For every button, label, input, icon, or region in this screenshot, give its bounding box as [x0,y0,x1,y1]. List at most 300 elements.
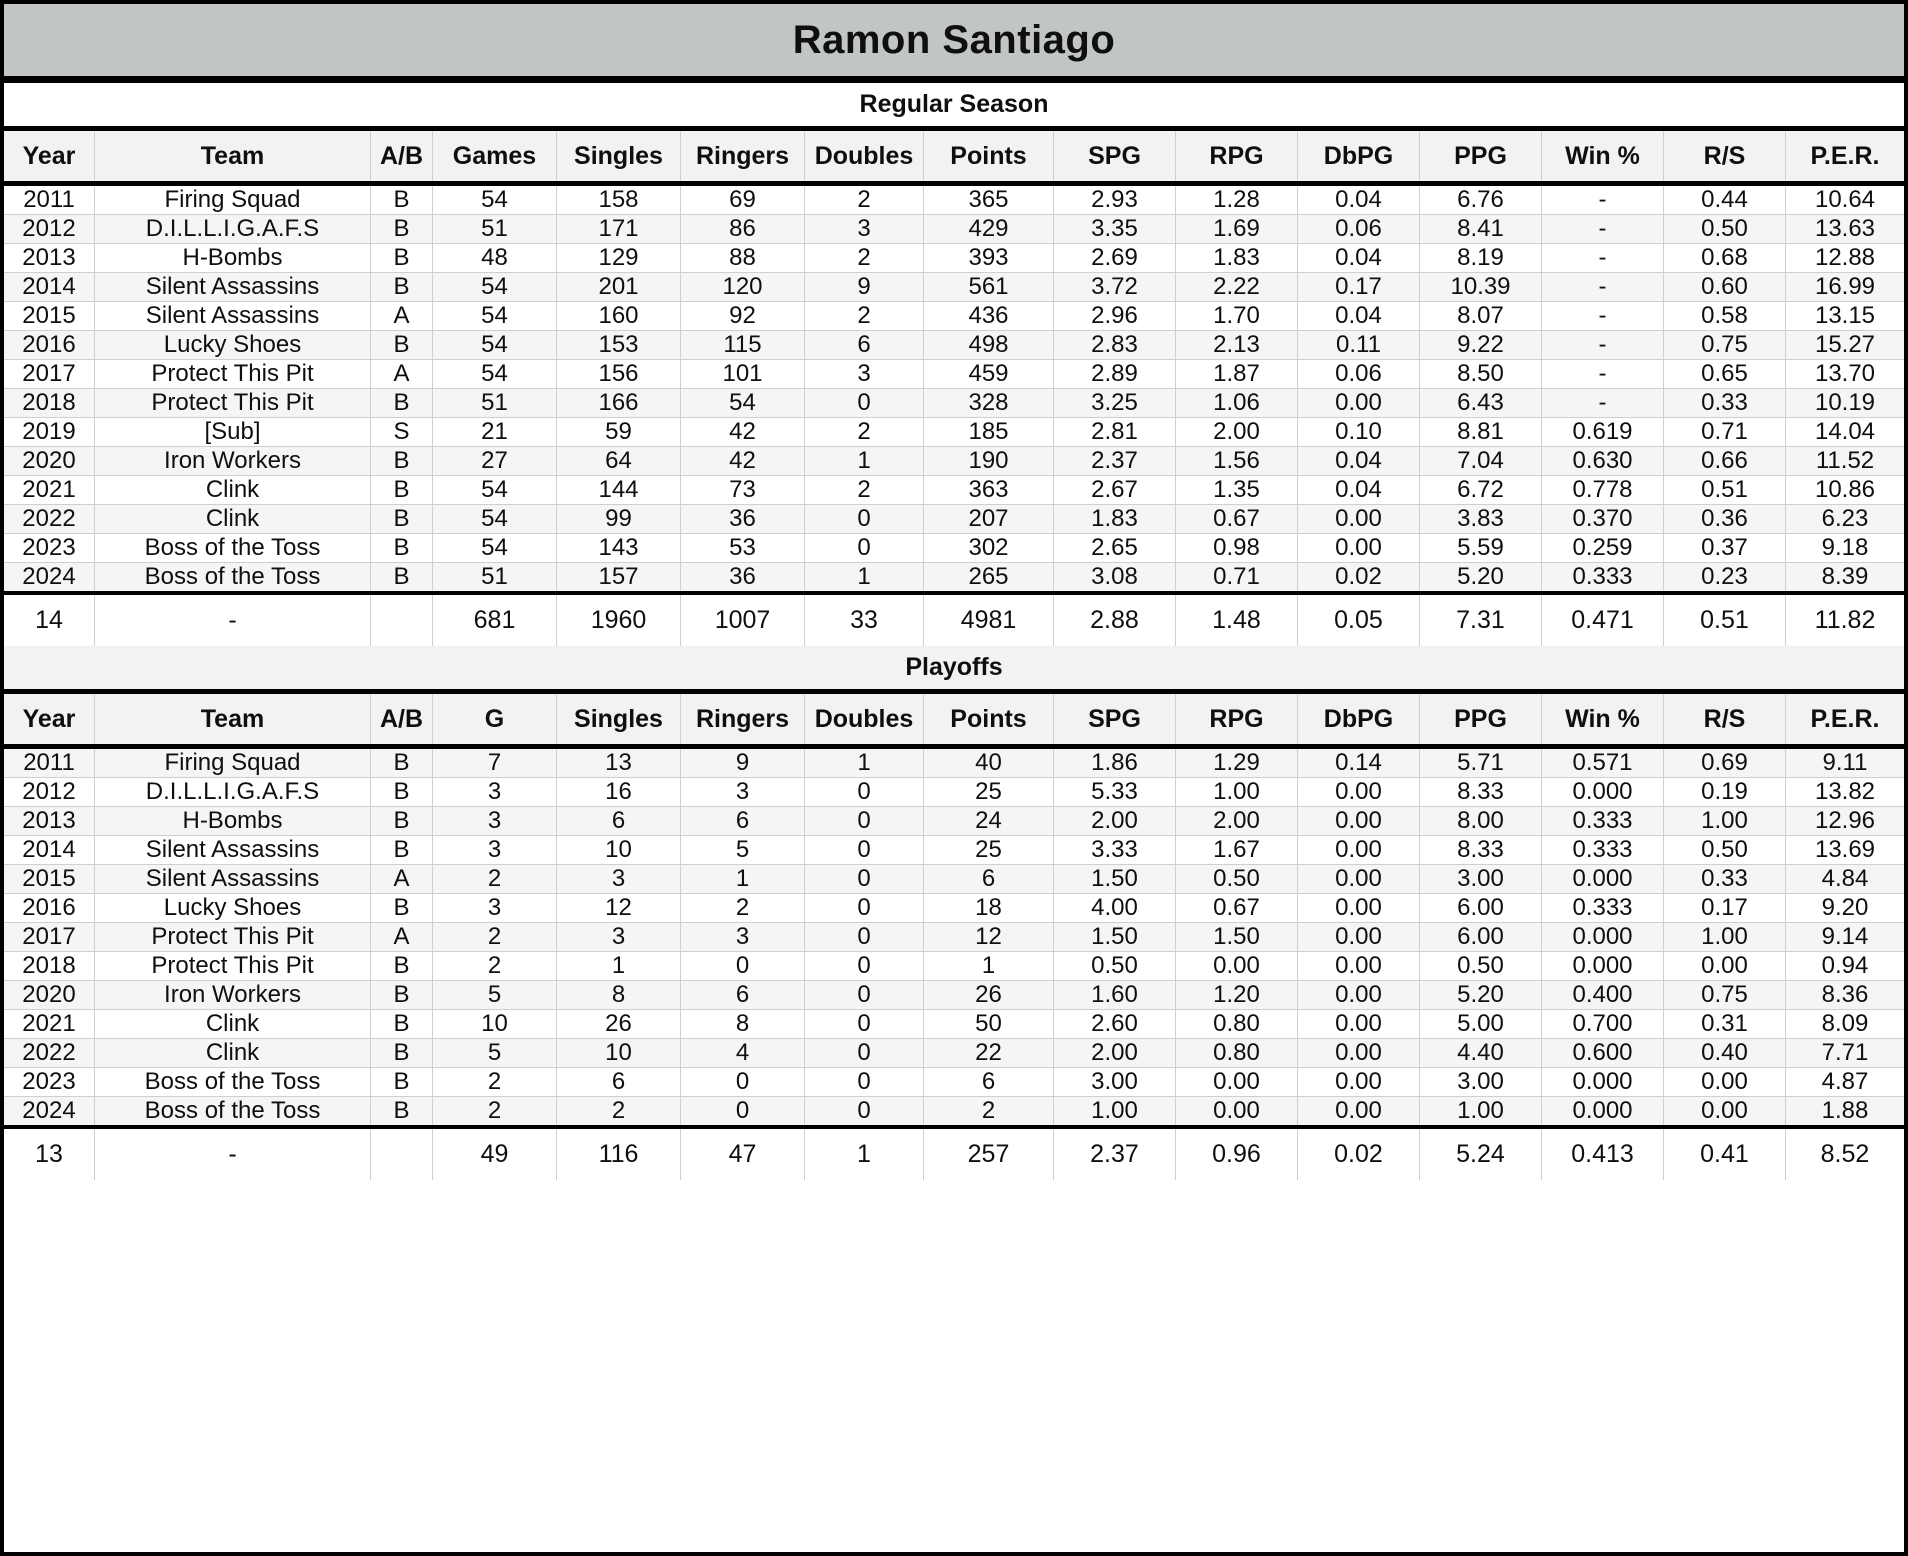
cell-win-pct: 0.400 [1542,981,1664,1009]
cell-per: 10.19 [1814,389,1876,416]
cell-games: 3 [433,894,557,922]
cell-singles: 129 [557,244,681,272]
cell-dbpg: 0.00 [1298,894,1420,922]
page-title: Ramon Santiago [792,17,1116,62]
header-spg: SPG [1054,131,1176,181]
cell-per: 6.23 [1821,505,1869,532]
table-row [4,807,1904,836]
cell-points: 12 [924,923,1054,951]
header-games: G [433,694,557,744]
cell-ppg: 9.22 [1420,331,1542,359]
cell-rs: 0.00 [1664,1068,1786,1096]
cell-points: 2 [924,1097,1054,1125]
cell-ringers: 2 [681,894,805,922]
cell-year: 2021 [4,476,95,504]
cell-singles: 3 [557,923,681,951]
cell-rpg: 1.70 [1176,302,1298,330]
cell-team: [Sub] [95,418,371,446]
table-row [4,981,1904,1010]
header-year: Year [4,694,95,744]
cell-year: 2013 [4,807,95,835]
cell-dbpg: 0.00 [1298,836,1420,864]
cell-ab: B [371,476,433,504]
cell-spg: 2.00 [1054,807,1176,835]
cell-games: 54 [433,302,557,330]
cell-team: Silent Assassins [95,865,371,893]
cell-rs: 0.68 [1664,244,1786,272]
cell-ab: B [371,186,433,214]
cell-points: 436 [924,302,1054,330]
total-doubles: 33 [805,595,924,646]
cell-ppg: 0.50 [1420,952,1542,980]
cell-per: 15.27 [1814,331,1876,358]
cell-team: Clink [95,1010,371,1038]
cell-ppg: 10.39 [1420,273,1542,301]
total-per: 11.82 [1814,606,1876,634]
table-row [4,476,1904,505]
cell-games: 21 [433,418,557,446]
header-win-pct: Win % [1542,694,1664,744]
cell-doubles: 3 [805,215,924,243]
cell-doubles: 2 [805,302,924,330]
cell-rpg: 0.71 [1176,563,1298,591]
cell-ab: B [371,749,433,777]
cell-ppg: 5.00 [1420,1010,1542,1038]
cell-ab: B [371,778,433,806]
total-points: 4981 [924,595,1054,646]
cell-games: 2 [433,865,557,893]
cell-win-pct: 0.571 [1542,749,1664,777]
cell-ppg: 6.72 [1420,476,1542,504]
cell-year: 2011 [4,186,95,214]
cell-singles: 166 [557,389,681,417]
cell-year: 2012 [4,215,95,243]
total-row [4,591,1904,646]
cell-win-pct: 0.000 [1542,778,1664,806]
table-row [4,563,1904,591]
table-row [4,534,1904,563]
cell-ab: B [371,215,433,243]
cell-dbpg: 0.17 [1298,273,1420,301]
cell-spg: 1.83 [1054,505,1176,533]
cell-win-pct: 0.370 [1542,505,1664,533]
cell-per: 8.09 [1821,1010,1869,1037]
cell-year: 2017 [4,923,95,951]
cell-rs: 0.00 [1664,1097,1786,1125]
cell-team: Clink [95,476,371,504]
header-points: Points [924,131,1054,181]
cell-singles: 99 [557,505,681,533]
cell-ppg: 3.00 [1420,1068,1542,1096]
cell-rs: 0.75 [1664,331,1786,359]
total-singles: 116 [557,1129,681,1180]
cell-win-pct: 0.259 [1542,534,1664,562]
cell-rpg: 1.29 [1176,749,1298,777]
cell-spg: 0.50 [1054,952,1176,980]
cell-points: 6 [924,1068,1054,1096]
cell-games: 3 [433,836,557,864]
cell-ringers: 92 [681,302,805,330]
cell-spg: 2.67 [1054,476,1176,504]
header-dbpg: DbPG [1298,694,1420,744]
cell-dbpg: 0.00 [1298,1010,1420,1038]
cell-games: 54 [433,534,557,562]
cell-ppg: 1.00 [1420,1097,1542,1125]
cell-team: Boss of the Toss [95,534,371,562]
cell-doubles: 2 [805,244,924,272]
cell-team: Silent Assassins [95,302,371,330]
cell-win-pct: 0.000 [1542,923,1664,951]
cell-rpg: 0.50 [1176,865,1298,893]
total-games: 49 [433,1129,557,1180]
cell-dbpg: 0.06 [1298,360,1420,388]
cell-win-pct: - [1542,186,1664,214]
cell-rs: 0.00 [1664,952,1786,980]
cell-year: 2020 [4,981,95,1009]
cell-spg: 2.37 [1054,447,1176,475]
cell-ppg: 8.00 [1420,807,1542,835]
table-row [4,447,1904,476]
cell-year: 2013 [4,244,95,272]
cell-doubles: 1 [805,447,924,475]
cell-win-pct: 0.630 [1542,447,1664,475]
total-row [4,1125,1904,1180]
cell-singles: 8 [557,981,681,1009]
cell-ab: B [371,244,433,272]
cell-points: 393 [924,244,1054,272]
cell-singles: 143 [557,534,681,562]
cell-doubles: 2 [805,418,924,446]
cell-ringers: 120 [681,273,805,301]
cell-games: 5 [433,1039,557,1067]
cell-ab: B [371,1068,433,1096]
table-row [4,273,1904,302]
cell-spg: 3.25 [1054,389,1176,417]
cell-doubles: 0 [805,1039,924,1067]
cell-ppg: 3.83 [1420,505,1542,533]
cell-rs: 0.37 [1664,534,1786,562]
cell-ppg: 8.07 [1420,302,1542,330]
table-row [4,302,1904,331]
table-row [4,215,1904,244]
table-row [4,923,1904,952]
cell-doubles: 0 [805,1068,924,1096]
cell-doubles: 2 [805,186,924,214]
cell-spg: 3.00 [1054,1068,1176,1096]
cell-doubles: 9 [805,273,924,301]
cell-win-pct: 0.619 [1542,418,1664,446]
cell-team: Firing Squad [95,749,371,777]
cell-ab: B [371,1010,433,1038]
header-ppg: PPG [1420,694,1542,744]
cell-doubles: 0 [805,952,924,980]
cell-win-pct: 0.700 [1542,1010,1664,1038]
cell-year: 2012 [4,778,95,806]
total-dbpg: 0.02 [1298,1129,1420,1180]
cell-year: 2014 [4,836,95,864]
cell-year: 2019 [4,418,95,446]
total-rpg: 0.96 [1176,1129,1298,1180]
cell-ppg: 8.33 [1420,778,1542,806]
cell-doubles: 1 [805,749,924,777]
cell-ab: B [371,981,433,1009]
cell-spg: 3.72 [1054,273,1176,301]
cell-ppg: 6.43 [1420,389,1542,417]
cell-dbpg: 0.04 [1298,476,1420,504]
cell-rs: 0.58 [1664,302,1786,330]
header-row [4,694,1904,749]
cell-ppg: 7.04 [1420,447,1542,475]
cell-rpg: 0.80 [1176,1039,1298,1067]
table-row [4,865,1904,894]
cell-rs: 0.23 [1664,563,1786,591]
cell-per: 13.82 [1814,778,1876,805]
cell-singles: 160 [557,302,681,330]
cell-points: 561 [924,273,1054,301]
cell-ppg: 8.41 [1420,215,1542,243]
cell-ringers: 6 [681,807,805,835]
cell-dbpg: 0.00 [1298,505,1420,533]
cell-doubles: 0 [805,894,924,922]
cell-spg: 2.89 [1054,360,1176,388]
total-singles: 1960 [557,595,681,646]
cell-singles: 158 [557,186,681,214]
cell-dbpg: 0.00 [1298,981,1420,1009]
cell-ppg: 5.71 [1420,749,1542,777]
total-per: 8.52 [1820,1140,1870,1168]
cell-win-pct: 0.778 [1542,476,1664,504]
cell-singles: 1 [557,952,681,980]
cell-per: 4.84 [1821,865,1869,892]
cell-win-pct: - [1542,273,1664,301]
cell-rs: 1.00 [1664,807,1786,835]
total-ringers: 47 [681,1129,805,1180]
cell-ab: A [371,865,433,893]
cell-doubles: 6 [805,331,924,359]
cell-dbpg: 0.06 [1298,215,1420,243]
cell-team: Protect This Pit [95,952,371,980]
cell-rpg: 1.06 [1176,389,1298,417]
page-title-bar [4,4,1904,83]
header-rpg: RPG [1176,131,1298,181]
header-games: Games [433,131,557,181]
cell-singles: 16 [557,778,681,806]
cell-ab: A [371,302,433,330]
cell-ppg: 4.40 [1420,1039,1542,1067]
cell-rpg: 0.00 [1176,1097,1298,1125]
section-regular-season [4,83,1904,646]
cell-rs: 0.33 [1664,865,1786,893]
cell-spg: 2.83 [1054,331,1176,359]
cell-spg: 2.81 [1054,418,1176,446]
cell-ringers: 42 [681,447,805,475]
cell-rs: 0.19 [1664,778,1786,806]
cell-year: 2023 [4,1068,95,1096]
cell-per: 9.20 [1821,894,1869,921]
cell-dbpg: 0.11 [1298,331,1420,359]
cell-rpg: 1.50 [1176,923,1298,951]
table-body [4,186,1904,591]
cell-ringers: 6 [681,981,805,1009]
cell-doubles: 0 [805,981,924,1009]
cell-dbpg: 0.00 [1298,807,1420,835]
cell-win-pct: - [1542,302,1664,330]
cell-ringers: 3 [681,778,805,806]
cell-points: 1 [924,952,1054,980]
cell-rpg: 1.20 [1176,981,1298,1009]
cell-rpg: 0.67 [1176,894,1298,922]
cell-doubles: 0 [805,923,924,951]
cell-spg: 3.33 [1054,836,1176,864]
cell-spg: 3.35 [1054,215,1176,243]
cell-win-pct: - [1542,389,1664,417]
cell-doubles: 0 [805,505,924,533]
cell-dbpg: 0.00 [1298,1068,1420,1096]
cell-team: Silent Assassins [95,273,371,301]
cell-team: Protect This Pit [95,360,371,388]
header-ab: A/B [371,694,433,744]
cell-ppg: 6.00 [1420,923,1542,951]
cell-singles: 3 [557,865,681,893]
cell-games: 3 [433,807,557,835]
cell-games: 2 [433,952,557,980]
header-row [4,131,1904,186]
cell-spg: 2.60 [1054,1010,1176,1038]
cell-games: 27 [433,447,557,475]
cell-team: Firing Squad [95,186,371,214]
cell-singles: 144 [557,476,681,504]
cell-win-pct: 0.333 [1542,807,1664,835]
cell-ringers: 36 [681,563,805,591]
header-dbpg: DbPG [1298,131,1420,181]
cell-year: 2017 [4,360,95,388]
cell-team: Iron Workers [95,981,371,1009]
cell-spg: 1.50 [1054,865,1176,893]
table-row [4,749,1904,778]
cell-ab: A [371,360,433,388]
total-team: - [95,595,371,646]
header-rpg: RPG [1176,694,1298,744]
cell-games: 54 [433,360,557,388]
cell-per: 13.70 [1814,360,1876,387]
cell-rs: 0.50 [1664,836,1786,864]
cell-team: Clink [95,1039,371,1067]
cell-singles: 59 [557,418,681,446]
cell-ringers: 101 [681,360,805,388]
cell-doubles: 2 [805,476,924,504]
cell-rpg: 1.87 [1176,360,1298,388]
header-singles: Singles [557,694,681,744]
cell-points: 265 [924,563,1054,591]
cell-dbpg: 0.00 [1298,952,1420,980]
cell-points: 18 [924,894,1054,922]
cell-singles: 10 [557,1039,681,1067]
cell-dbpg: 0.00 [1298,534,1420,562]
cell-singles: 157 [557,563,681,591]
cell-ringers: 0 [681,1068,805,1096]
cell-team: Protect This Pit [95,923,371,951]
cell-spg: 5.33 [1054,778,1176,806]
cell-ab: B [371,952,433,980]
cell-win-pct: 0.000 [1542,1097,1664,1125]
cell-rpg: 0.67 [1176,505,1298,533]
cell-win-pct: - [1542,215,1664,243]
cell-ringers: 5 [681,836,805,864]
cell-singles: 26 [557,1010,681,1038]
cell-team: D.I.L.L.I.G.A.F.S [95,215,371,243]
cell-ab: B [371,1039,433,1067]
cell-points: 6 [924,865,1054,893]
total-spg: 2.37 [1054,1129,1176,1180]
cell-ppg: 5.59 [1420,534,1542,562]
total-spg: 2.88 [1054,595,1176,646]
cell-points: 25 [924,778,1054,806]
cell-rs: 0.44 [1664,186,1786,214]
total-dbpg: 0.05 [1298,595,1420,646]
cell-year: 2018 [4,952,95,980]
total-games: 681 [433,595,557,646]
cell-rpg: 1.83 [1176,244,1298,272]
cell-points: 22 [924,1039,1054,1067]
table-row [4,1039,1904,1068]
cell-rs: 0.50 [1664,215,1786,243]
cell-ringers: 54 [681,389,805,417]
table-row [4,1068,1904,1097]
table-row [4,778,1904,807]
total-year: 13 [4,1129,95,1180]
cell-year: 2022 [4,1039,95,1067]
cell-ab: B [371,894,433,922]
cell-points: 40 [924,749,1054,777]
cell-team: Boss of the Toss [95,563,371,591]
cell-ringers: 1 [681,865,805,893]
cell-doubles: 0 [805,1097,924,1125]
cell-points: 24 [924,807,1054,835]
cell-dbpg: 0.00 [1298,1039,1420,1067]
cell-rpg: 0.80 [1176,1010,1298,1038]
cell-spg: 2.00 [1054,1039,1176,1067]
cell-ab: B [371,836,433,864]
cell-ppg: 3.00 [1420,865,1542,893]
cell-rpg: 1.28 [1176,186,1298,214]
cell-ringers: 42 [681,418,805,446]
cell-team: Lucky Shoes [95,331,371,359]
cell-ppg: 6.00 [1420,894,1542,922]
cell-doubles: 0 [805,836,924,864]
cell-singles: 153 [557,331,681,359]
cell-singles: 2 [557,1097,681,1125]
cell-points: 328 [924,389,1054,417]
cell-dbpg: 0.10 [1298,418,1420,446]
header-doubles: Doubles [805,694,924,744]
cell-doubles: 0 [805,778,924,806]
cell-team: Lucky Shoes [95,894,371,922]
cell-year: 2011 [4,749,95,777]
cell-per: 1.88 [1821,1097,1869,1124]
cell-rs: 1.00 [1664,923,1786,951]
cell-year: 2024 [4,1097,95,1125]
cell-year: 2021 [4,1010,95,1038]
header-doubles: Doubles [805,131,924,181]
cell-ringers: 73 [681,476,805,504]
cell-rs: 0.65 [1664,360,1786,388]
cell-per: 11.52 [1815,447,1875,474]
cell-spg: 1.00 [1054,1097,1176,1125]
cell-year: 2014 [4,273,95,301]
cell-win-pct: 0.000 [1542,952,1664,980]
cell-ringers: 88 [681,244,805,272]
cell-ringers: 8 [681,1010,805,1038]
